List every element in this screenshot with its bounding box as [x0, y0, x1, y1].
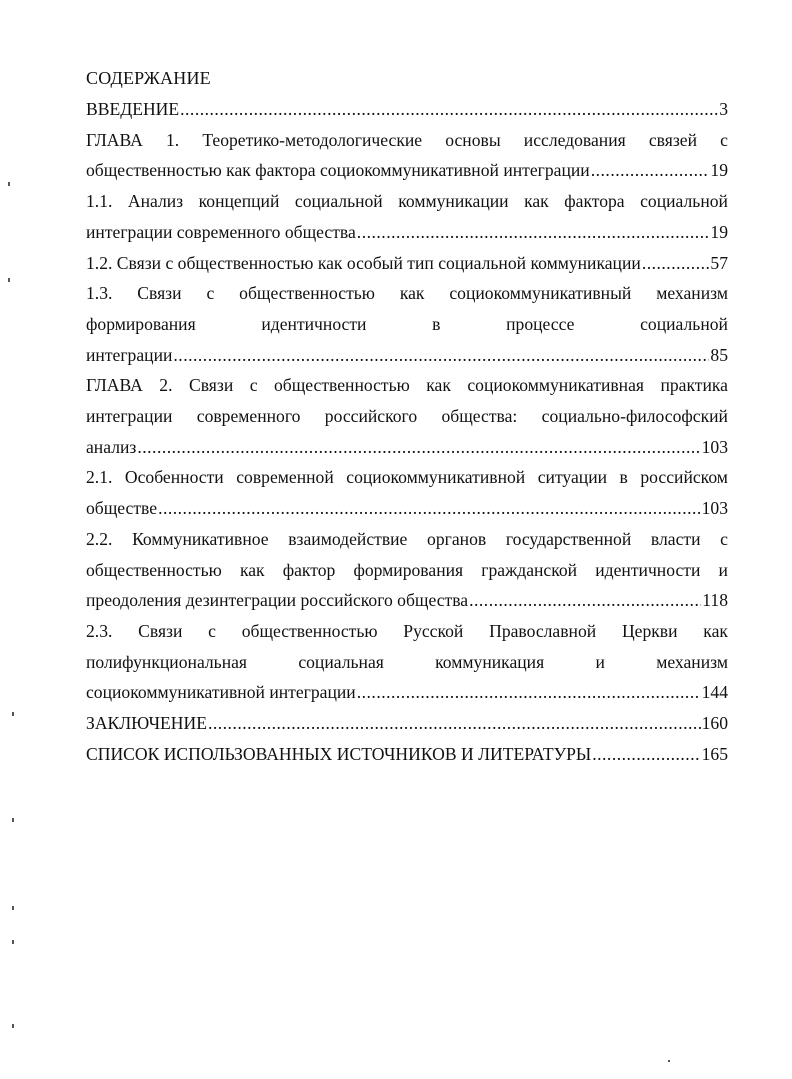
- toc-word: Особенности: [124, 467, 224, 488]
- toc-word: фактора: [564, 191, 625, 212]
- toc-word: современной: [236, 467, 334, 488]
- toc-entry-last-line: [86, 712, 728, 734]
- toc-word: Теоретико-методологические: [202, 129, 423, 150]
- scan-artifact: [12, 818, 14, 822]
- toc-word: идентичности: [595, 559, 701, 580]
- toc-word: коммуникации: [398, 191, 509, 212]
- toc-entry-line: [86, 129, 728, 151]
- toc-entry-last-line: [86, 252, 728, 274]
- dot-leader: [592, 743, 700, 765]
- toc-page-number: 19: [710, 160, 728, 181]
- toc-word: коммуникация: [435, 651, 545, 672]
- scan-artifact: [8, 278, 10, 282]
- toc-entry-title: преодоления дезинтеграции российского общества: [86, 590, 469, 611]
- toc-entry-title: социокоммуникативной интеграции: [86, 682, 356, 703]
- toc-page-number: 103: [701, 498, 728, 519]
- dot-leader: [158, 497, 701, 519]
- dot-leader: [173, 344, 709, 366]
- toc-page-number: 57: [710, 252, 728, 273]
- toc-word: с: [720, 129, 728, 150]
- toc-entry-line: [86, 528, 728, 550]
- toc-entry-last-line: [86, 344, 728, 366]
- dot-leader: [208, 712, 701, 734]
- toc-word: взаимодействие: [288, 528, 408, 549]
- toc-word: с: [720, 528, 728, 549]
- toc-entry-title: обществе: [86, 498, 158, 519]
- toc-entry-line: [86, 282, 728, 304]
- toc-word: Связи: [137, 283, 182, 304]
- toc-word: гражданской: [481, 559, 578, 580]
- toc-word: 1.1.: [86, 191, 113, 212]
- toc-entry-last-line: [86, 681, 728, 703]
- toc-word: как: [703, 620, 728, 641]
- toc-word: с: [206, 283, 215, 304]
- toc-word: с: [208, 620, 216, 641]
- toc-entry-line: [86, 374, 728, 396]
- toc-word: концепций: [198, 191, 280, 212]
- toc-word: фактор: [282, 559, 336, 580]
- toc-entry-last-line: [86, 743, 728, 765]
- toc-word: формирования: [86, 313, 196, 334]
- toc-entry-line: [86, 651, 728, 673]
- toc-word: формирования: [353, 559, 464, 580]
- toc-page-number: 19: [710, 221, 728, 242]
- toc-entry-title: общественностью как фактора социокоммуникативной интеграции: [86, 160, 590, 181]
- toc-word: связей: [648, 129, 698, 150]
- toc-word: органов: [427, 528, 487, 549]
- toc-word: социальная: [298, 651, 384, 672]
- toc-word: Церкви: [621, 620, 678, 641]
- toc-entry-title: анализ: [86, 436, 137, 457]
- toc-word: Анализ: [127, 191, 184, 212]
- toc-word: 2.2.: [86, 528, 113, 549]
- toc-word: социокоммуникативный: [449, 283, 632, 304]
- toc-word: полифункциональная: [86, 651, 248, 672]
- page-title: СОДЕРЖАНИЕ: [86, 68, 211, 88]
- toc-word: 1.: [165, 129, 180, 150]
- toc-entry-line: [86, 466, 728, 488]
- toc-word: в: [619, 467, 628, 488]
- toc-page-number: 118: [702, 590, 728, 611]
- toc-entry-title: 1.2. Связи с общественностью как особый тип социальной коммуникации: [86, 252, 641, 273]
- toc-entry-line: [86, 313, 728, 335]
- toc-entry-line: [86, 559, 728, 581]
- toc-entry-last-line: [86, 159, 728, 181]
- scan-artifact: [12, 940, 14, 944]
- toc-word: 2.1.: [86, 467, 113, 488]
- dot-leader: [469, 589, 701, 611]
- toc-word: как: [524, 191, 549, 212]
- toc-page-number: 144: [701, 682, 728, 703]
- toc-entry-last-line: [86, 436, 728, 458]
- scan-artifact: [668, 1060, 670, 1062]
- toc-word: идентичности: [261, 313, 367, 334]
- toc-word: современного: [196, 406, 301, 426]
- toc-word: механизм: [656, 283, 728, 304]
- toc-word: процессе: [506, 313, 575, 334]
- dot-leader: [357, 681, 701, 703]
- toc-word: 1.3.: [86, 283, 113, 304]
- toc-word: Связи: [188, 375, 234, 396]
- toc-page-number: 3: [719, 99, 728, 119]
- toc-page-number: 85: [710, 344, 728, 365]
- toc-word: ГЛАВА: [86, 129, 143, 150]
- toc-word: ГЛАВА: [86, 375, 143, 396]
- toc-word: и: [718, 559, 728, 580]
- toc-word: Связи: [138, 620, 183, 641]
- toc-word: общественностью: [241, 620, 378, 641]
- dot-leader: [642, 252, 710, 274]
- toc-word: российском: [640, 467, 728, 488]
- toc-page-number: 160: [701, 713, 728, 733]
- scan-artifact: [12, 1024, 14, 1028]
- toc-entry-title: СПИСОК ИСПОЛЬЗОВАННЫХ ИСТОЧНИКОВ И ЛИТЕРАТУРЫ: [86, 743, 592, 764]
- toc-word: в: [432, 313, 441, 334]
- toc-word: социальной: [294, 191, 383, 212]
- toc-word: общественностью: [86, 559, 222, 580]
- table-of-contents: [86, 0, 728, 1079]
- toc-entry-last-line: [86, 589, 728, 611]
- toc-word: исследования: [523, 129, 626, 150]
- toc-word: социальной: [640, 313, 728, 334]
- toc-word: интеграции: [86, 406, 173, 426]
- dot-leader: [591, 159, 710, 181]
- toc-word: как: [239, 559, 265, 580]
- toc-entry-title: интеграции: [86, 344, 173, 365]
- toc-word: и: [595, 651, 605, 672]
- toc-word: российского: [324, 406, 418, 426]
- toc-word: общества:: [441, 406, 518, 426]
- toc-word: социокоммуникативной: [346, 467, 526, 488]
- toc-entry-line: [86, 620, 728, 642]
- toc-word: общественностью: [274, 375, 410, 396]
- toc-word: практика: [660, 375, 728, 396]
- toc-word: Русской: [403, 620, 464, 641]
- toc-word: как: [399, 283, 425, 304]
- toc-entry-last-line: [86, 497, 728, 519]
- toc-word: механизм: [656, 651, 728, 672]
- toc-word: социокоммуникативная: [467, 375, 644, 396]
- toc-entry-title: интеграции современного общества: [86, 221, 356, 242]
- toc-entry-last-line: [86, 98, 728, 120]
- toc-page-number: 165: [701, 743, 728, 764]
- toc-entry-title: ЗАКЛЮЧЕНИЕ: [86, 713, 207, 733]
- toc-word: с: [249, 375, 258, 396]
- toc-entry-last-line: [86, 221, 728, 243]
- toc-word: основы: [445, 129, 501, 150]
- toc-word: 2.: [159, 375, 173, 396]
- toc-word: власти: [650, 528, 701, 549]
- dot-leader: [357, 221, 710, 243]
- toc-word: Коммуникативное: [132, 528, 269, 549]
- scan-artifact: [12, 712, 14, 716]
- toc-word: социальной: [640, 191, 728, 212]
- toc-entry-line: [86, 190, 728, 212]
- dot-leader: [137, 436, 700, 458]
- toc-word: как: [426, 375, 451, 396]
- toc-word: ситуации: [537, 467, 608, 488]
- toc-word: общественностью: [239, 283, 375, 304]
- toc-word: социально-философский: [541, 406, 728, 426]
- toc-word: Православной: [489, 620, 597, 641]
- toc-word: государственной: [505, 528, 632, 549]
- toc-entry-line: [86, 405, 728, 427]
- toc-word: 2.3.: [86, 620, 113, 641]
- dot-leader: [180, 98, 718, 120]
- toc-page-number: 103: [701, 436, 728, 457]
- scan-artifact: [8, 182, 10, 186]
- scan-artifact: [12, 906, 14, 910]
- toc-entry-title: ВВЕДЕНИЕ: [86, 99, 180, 119]
